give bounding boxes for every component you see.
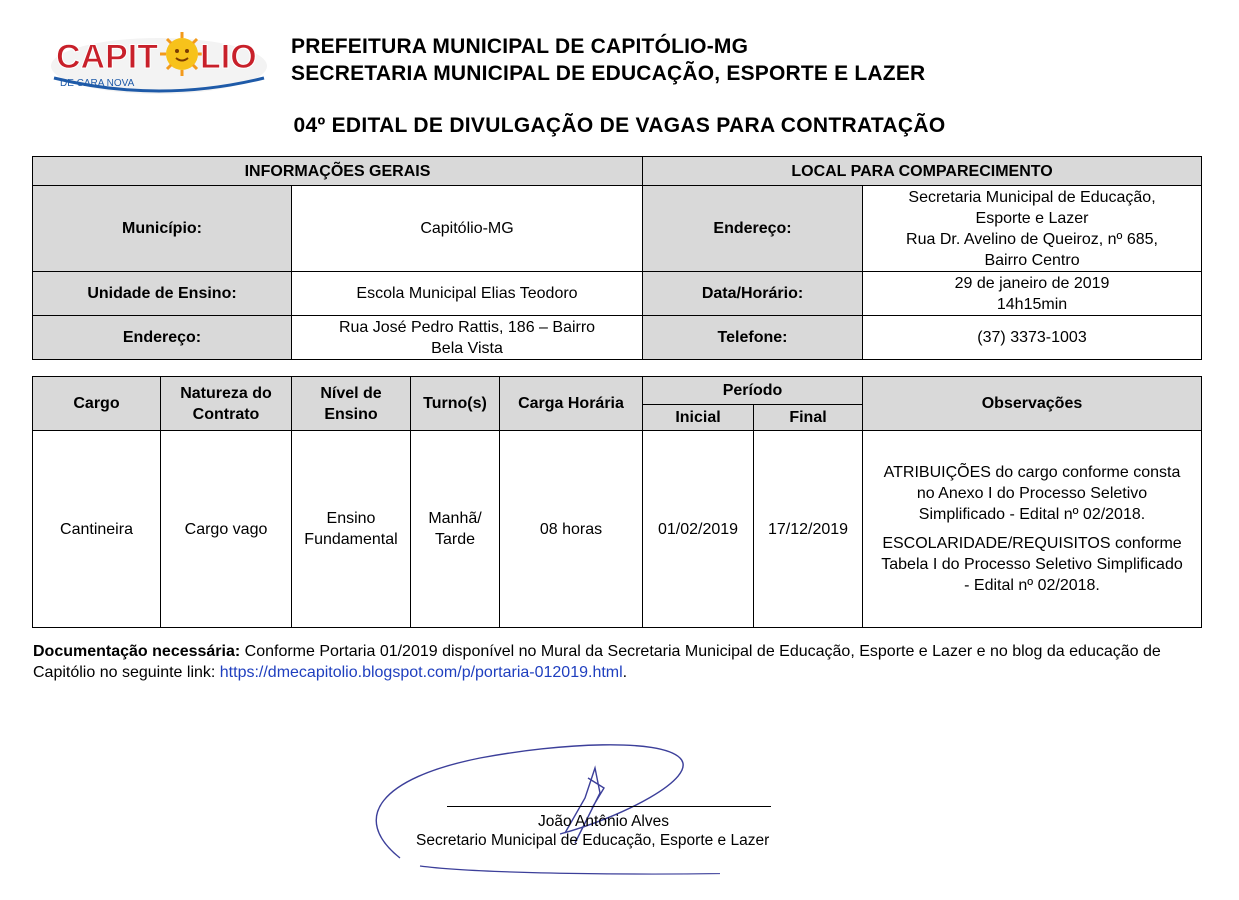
- documentation-note: [33, 641, 1208, 683]
- cell-final: 17/12/2019: [754, 431, 863, 628]
- unit-address-line: Bela Vista: [431, 339, 503, 357]
- cell-turno-line: Tarde: [434, 531, 476, 548]
- header-natureza-line: Natureza do: [180, 384, 272, 402]
- header-cargo: Cargo: [33, 377, 161, 431]
- cell-nivel-line: Ensino: [326, 510, 376, 527]
- time-line: 14h15min: [996, 295, 1068, 313]
- svg-text:DE CARA NOVA: DE CARA NOVA: [60, 78, 135, 89]
- document-title: 04º EDITAL DE DIVULGAÇÃO DE VAGAS PARA CONTRATAÇÃO: [293, 114, 946, 137]
- cell-inicial: 01/02/2019: [643, 431, 754, 628]
- header-line-2: SECRETARIA MUNICIPAL DE EDUCAÇÃO, ESPORTE E LAZER: [291, 62, 926, 85]
- signature-line: [447, 806, 771, 807]
- header-final: Final: [754, 405, 863, 431]
- cell-turno: [411, 431, 500, 628]
- header-line-1: PREFEITURA MUNICIPAL DE CAPITÓLIO-MG: [291, 35, 749, 58]
- unidade-label: Unidade de Ensino:: [33, 272, 292, 316]
- table-row: [33, 431, 1202, 628]
- unit-address-line: Rua José Pedro Rattis, 186 – Bairro: [338, 318, 596, 336]
- general-info-header: INFORMAÇÕES GERAIS: [33, 157, 643, 186]
- obs-atribuicoes: ATRIBUIÇÕES do cargo conforme consta no Anexo I do Processo Seletivo Simplificado - Edital nº 02/2018.: [883, 464, 1181, 523]
- unit-address-label: Endereço:: [33, 316, 292, 360]
- header-inicial: Inicial: [643, 405, 754, 431]
- capitolio-logo: [48, 24, 270, 96]
- header-carga: Carga Horária: [500, 377, 643, 431]
- telefone-value: (37) 3373-1003: [863, 316, 1202, 360]
- header: [291, 33, 925, 87]
- cell-turno-line: Manhã/: [428, 510, 482, 527]
- endereco-value-line: Bairro Centro: [984, 251, 1080, 269]
- cell-carga: 08 horas: [500, 431, 643, 628]
- obs-escolaridade: ESCOLARIDADE/REQUISITOS conforme Tabela I do Processo Seletivo Simplificado - Edital nº 02/2018.: [881, 535, 1183, 594]
- data-horario-value: [863, 272, 1202, 316]
- endereco-value-line: Rua Dr. Avelino de Queiroz, nº 685,: [906, 230, 1158, 248]
- cell-cargo: Cantineira: [33, 431, 161, 628]
- endereco-value-line: Secretaria Municipal de Educação,: [908, 188, 1156, 206]
- endereco-label: Endereço:: [643, 186, 863, 272]
- endereco-value: [863, 186, 1202, 272]
- svg-text:LIO: LIO: [200, 38, 257, 76]
- signatory-role: Secretario Municipal de Educação, Esporte e Lazer: [416, 832, 770, 849]
- header-natureza: [161, 377, 292, 431]
- header-nivel-line: Ensino: [324, 405, 378, 423]
- svg-text:CAPIT: CAPIT: [56, 38, 158, 76]
- header-turno: Turno(s): [411, 377, 500, 431]
- attendance-location-header: LOCAL PARA COMPARECIMENTO: [643, 157, 1202, 186]
- municipio-label: Município:: [33, 186, 292, 272]
- municipio-value: Capitólio-MG: [292, 186, 643, 272]
- signature-scribble: [360, 738, 720, 878]
- documentation-text: Conforme Portaria 01/2019 disponível no Mural da Secretaria Municipal de Educação, Esporte e Lazer e no blog da educação de Capitólio no seguinte link:: [33, 643, 1161, 681]
- header-nivel-line: Nível de: [320, 384, 382, 402]
- blog-link[interactable]: https://dmecapitolio.blogspot.com/p/portaria-012019.html: [219, 664, 623, 681]
- unidade-value: Escola Municipal Elias Teodoro: [292, 272, 643, 316]
- vacancies-table: [32, 376, 1202, 628]
- header-observacoes: Observações: [863, 377, 1202, 431]
- unit-address-value: [292, 316, 643, 360]
- telefone-label: Telefone:: [643, 316, 863, 360]
- header-nivel: [292, 377, 411, 431]
- cell-nivel-line: Fundamental: [304, 531, 398, 548]
- header-periodo: Período: [643, 377, 863, 405]
- cell-observacoes: [863, 431, 1202, 628]
- cell-natureza: Cargo vago: [161, 431, 292, 628]
- cell-nivel: [292, 431, 411, 628]
- header-natureza-line: Contrato: [192, 405, 260, 423]
- general-info-table: [32, 156, 1202, 360]
- data-horario-label: Data/Horário:: [643, 272, 863, 316]
- date-line: 29 de janeiro de 2019: [954, 274, 1110, 292]
- documentation-label: Documentação necessária:: [33, 643, 241, 660]
- signatory-name: João Antônio Alves: [538, 813, 669, 830]
- endereco-value-line: Esporte e Lazer: [975, 209, 1089, 227]
- documentation-end: .: [622, 664, 628, 681]
